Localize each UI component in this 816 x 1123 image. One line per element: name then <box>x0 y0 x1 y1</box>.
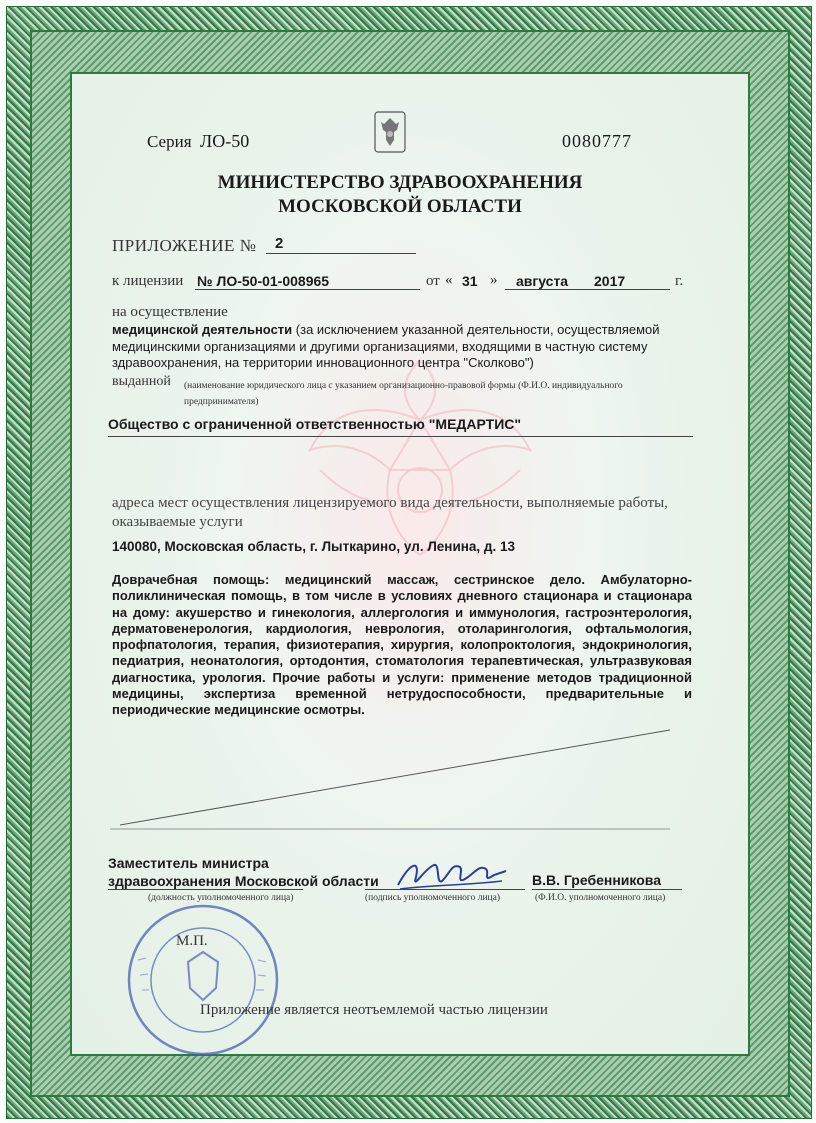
strike-through-line <box>110 725 690 835</box>
services-list: Доврачебная помощь: медицинский массаж, сестринское дело. Амбулаторно-поликлиническая помощь, в том числе в условиях дневного стационара и стационара на дому: акушерство и гинекология, аллергология и иммунология, гастроэнтерология, дерматовенерология, кардиология, неврология, отоларингология, офтальмология, профпатология, терапия, физиотерапия, хирургия, колопроктология, эндокринология, педиатрия, неонатология, ортодонтия, стоматология терапевтическая, ультразвуковая диагностика, урология. Прочие работы и услуги: применение методов традиционной медицины, экспертиза временной нетрудоспособности, предварительные и периодические медицинские осмотры. <box>112 572 692 718</box>
license-date-label: от <box>426 273 440 289</box>
activity-description <box>112 322 687 372</box>
signer-position-line1: Заместитель министра <box>108 855 269 871</box>
license-label: к лицензии <box>112 273 184 289</box>
series-label: Серия <box>147 132 192 151</box>
license-date-underline <box>505 289 670 290</box>
year-suffix: г. <box>675 273 684 289</box>
issued-caption: (наименование юридического лица с указанием организационно-правовой формы (Ф.И.О. индивидуального предпринимателя) <box>184 381 623 407</box>
handwritten-signature <box>390 855 510 897</box>
signature-underline <box>365 889 525 890</box>
license-number-underline <box>195 289 420 290</box>
signer-name: В.В. Гребенникова <box>532 872 661 888</box>
series-value: ЛО-50 <box>200 131 250 151</box>
ministry-title-line1: МИНИСТЕРСТВО ЗДРАВООХРАНЕНИЯ <box>217 172 583 193</box>
appendix-number: 2 <box>275 235 284 252</box>
activity-label: на осуществление <box>112 304 228 320</box>
name-underline <box>532 889 682 890</box>
organization-name: Общество с ограниченной ответственностью "МЕДАРТИС" <box>108 416 522 432</box>
license-year: 2017 <box>594 273 626 289</box>
mp-label: М.П. <box>176 933 208 949</box>
quote-close: » <box>490 272 498 288</box>
ministry-title-line2: МОСКОВСКОЙ ОБЛАСТИ <box>278 196 522 217</box>
appendix-label: ПРИЛОЖЕНИЕ № <box>112 236 257 255</box>
license-day: 31 <box>462 273 478 289</box>
activity-bold: медицинской деятельности <box>112 322 293 337</box>
signer-position <box>108 854 379 890</box>
address-label: адреса мест осуществления лицензируемого вида деятельности, выполняемые работы, оказываемые услуги <box>112 495 668 530</box>
footer-note: Приложение является неотъемлемой частью лицензии <box>200 1002 548 1018</box>
signer-position-line2: здравоохранения Московской области <box>108 873 379 889</box>
coat-of-arms-icon <box>373 110 407 154</box>
caption-position: (должность уполномоченного лица) <box>148 893 294 903</box>
form-number: 0080777 <box>562 131 632 151</box>
quote-open: « <box>445 272 453 288</box>
caption-name: (Ф.И.О. уполномоченного лица) <box>535 893 666 903</box>
position-underline <box>108 889 303 890</box>
license-number: № ЛО-50-01-008965 <box>197 273 330 289</box>
organization-underline <box>108 436 693 437</box>
license-month: августа <box>516 273 569 289</box>
activity-rest: (за исключением указанной деятельности, осуществляемой медицинскими организациями и другими организациями, входящими в частную систему здравоохранения, на территории инновационного центра "Сколково") <box>112 322 660 370</box>
official-seal-stamp <box>118 900 288 1060</box>
eagle-watermark-icon <box>300 340 540 570</box>
address-value: 140080, Московская область, г. Лыткарино, ул. Ленина, д. 13 <box>112 539 516 554</box>
caption-signature: (подпись уполномоченного лица) <box>365 893 501 903</box>
issued-label: выданной <box>112 374 171 389</box>
appendix-underline <box>266 253 416 254</box>
